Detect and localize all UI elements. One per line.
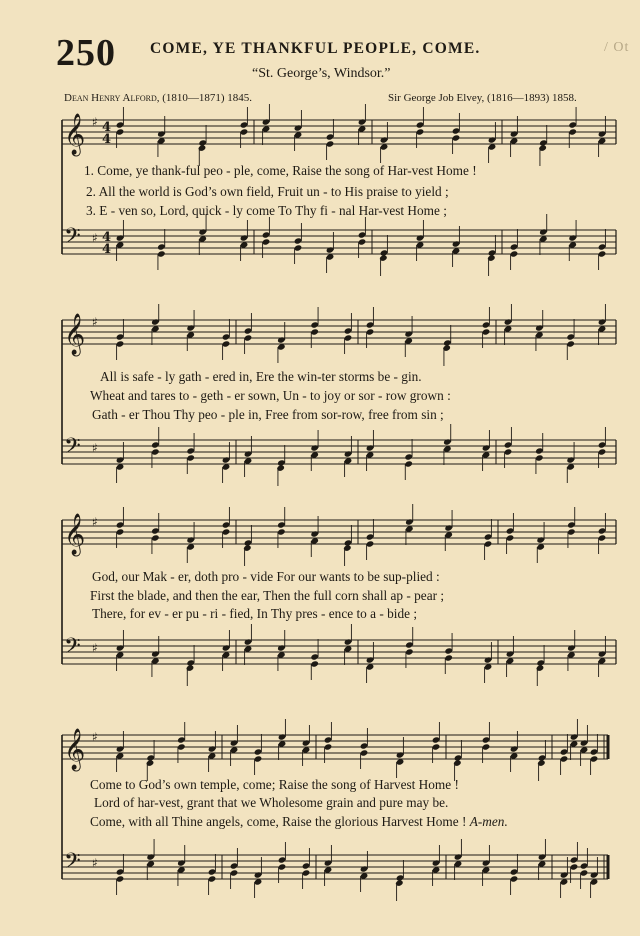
lyric-line-4-verse-2: Lord of har-vest, grant that we Wholesome grain and pure may be. <box>94 795 449 810</box>
lyric-line-1-verse-2: 2. All the world is God’s own field, Fruit un - to His praise to yield ; <box>86 184 449 199</box>
lyric-line-2-verse-1: All is safe - ly gath - ered in, Ere the win-ter storms be - gin. <box>100 369 422 384</box>
treble-clef: 𝄞 <box>64 729 86 770</box>
hymn-number: 250 <box>56 32 116 74</box>
key-signature-sharp: ♯ <box>92 641 98 655</box>
lyric-line-4-verse-3 <box>90 815 508 828</box>
key-signature-sharp: ♯ <box>92 856 98 870</box>
time-signature-top: 4 <box>102 120 112 135</box>
treble-clef: 𝄞 <box>64 314 86 355</box>
composer-credit: Sir George Job Elvey, (1816—1893) 1858. <box>388 92 577 104</box>
time-signature-top: 4 <box>102 230 112 245</box>
author-dates: (1810—1871) 1845. <box>162 92 253 104</box>
treble-clef: 𝄞 <box>64 514 86 555</box>
key-signature-sharp: ♯ <box>92 315 98 329</box>
key-signature-sharp: ♯ <box>92 115 98 129</box>
amen-text: A-men. <box>469 814 508 829</box>
tune-name: “St. George’s, Windsor.” <box>252 66 391 81</box>
lyric-line-1-verse-3: 3. E - ven so, Lord, quick - ly come To Thy fi - nal Har-vest Home ; <box>86 203 447 218</box>
lyric-line-2-verse-3: Gath - er Thou Thy peo - ple in, Free from sor-row, free from sin ; <box>92 407 444 422</box>
lyric-line-4-verse-1: Come to God’s own temple, come; Raise the song of Harvest Home ! <box>90 777 459 792</box>
time-signature-bottom: 4 <box>102 242 112 257</box>
lyric-line-4-verse-3-text: Come, with all Thine angels, come, Raise the glorious Harvest Home ! <box>90 814 467 829</box>
key-signature-sharp: ♯ <box>92 730 98 744</box>
bass-clef: 𝄢 <box>64 434 81 464</box>
bass-clef: 𝄢 <box>64 634 81 664</box>
lyric-line-3-verse-2: First the blade, and then the ear, Then the full corn shall ap - pear ; <box>90 588 445 603</box>
treble-clef: 𝄞 <box>64 114 86 155</box>
key-signature-sharp: ♯ <box>92 231 98 245</box>
time-signature-bottom: 4 <box>102 132 112 147</box>
lyric-line-2-verse-2: Wheat and tares to - geth - er sown, Un - to joy or sor - row grown : <box>90 388 451 403</box>
lyric-line-1-verse-1: 1. Come, ye thank-ful peo - ple, come, Raise the song of Har-vest Home ! <box>84 163 477 178</box>
hymn-title: COME, YE THANKFUL PEOPLE, COME. <box>150 40 481 57</box>
lyric-line-3-verse-1: God, our Mak - er, doth pro - vide For our wants to be sup-plied : <box>92 569 440 584</box>
margin-mark: / Ot <box>604 40 630 55</box>
key-signature-sharp: ♯ <box>92 441 98 455</box>
key-signature-sharp: ♯ <box>92 515 98 529</box>
lyric-line-3-verse-3: There, for ev - er pu - ri - fied, In Thy pres - ence to a - bide ; <box>92 606 418 621</box>
bass-clef: 𝄢 <box>64 224 81 254</box>
author-name: Dean Henry Alford, <box>64 92 160 104</box>
bass-clef: 𝄢 <box>64 849 81 879</box>
